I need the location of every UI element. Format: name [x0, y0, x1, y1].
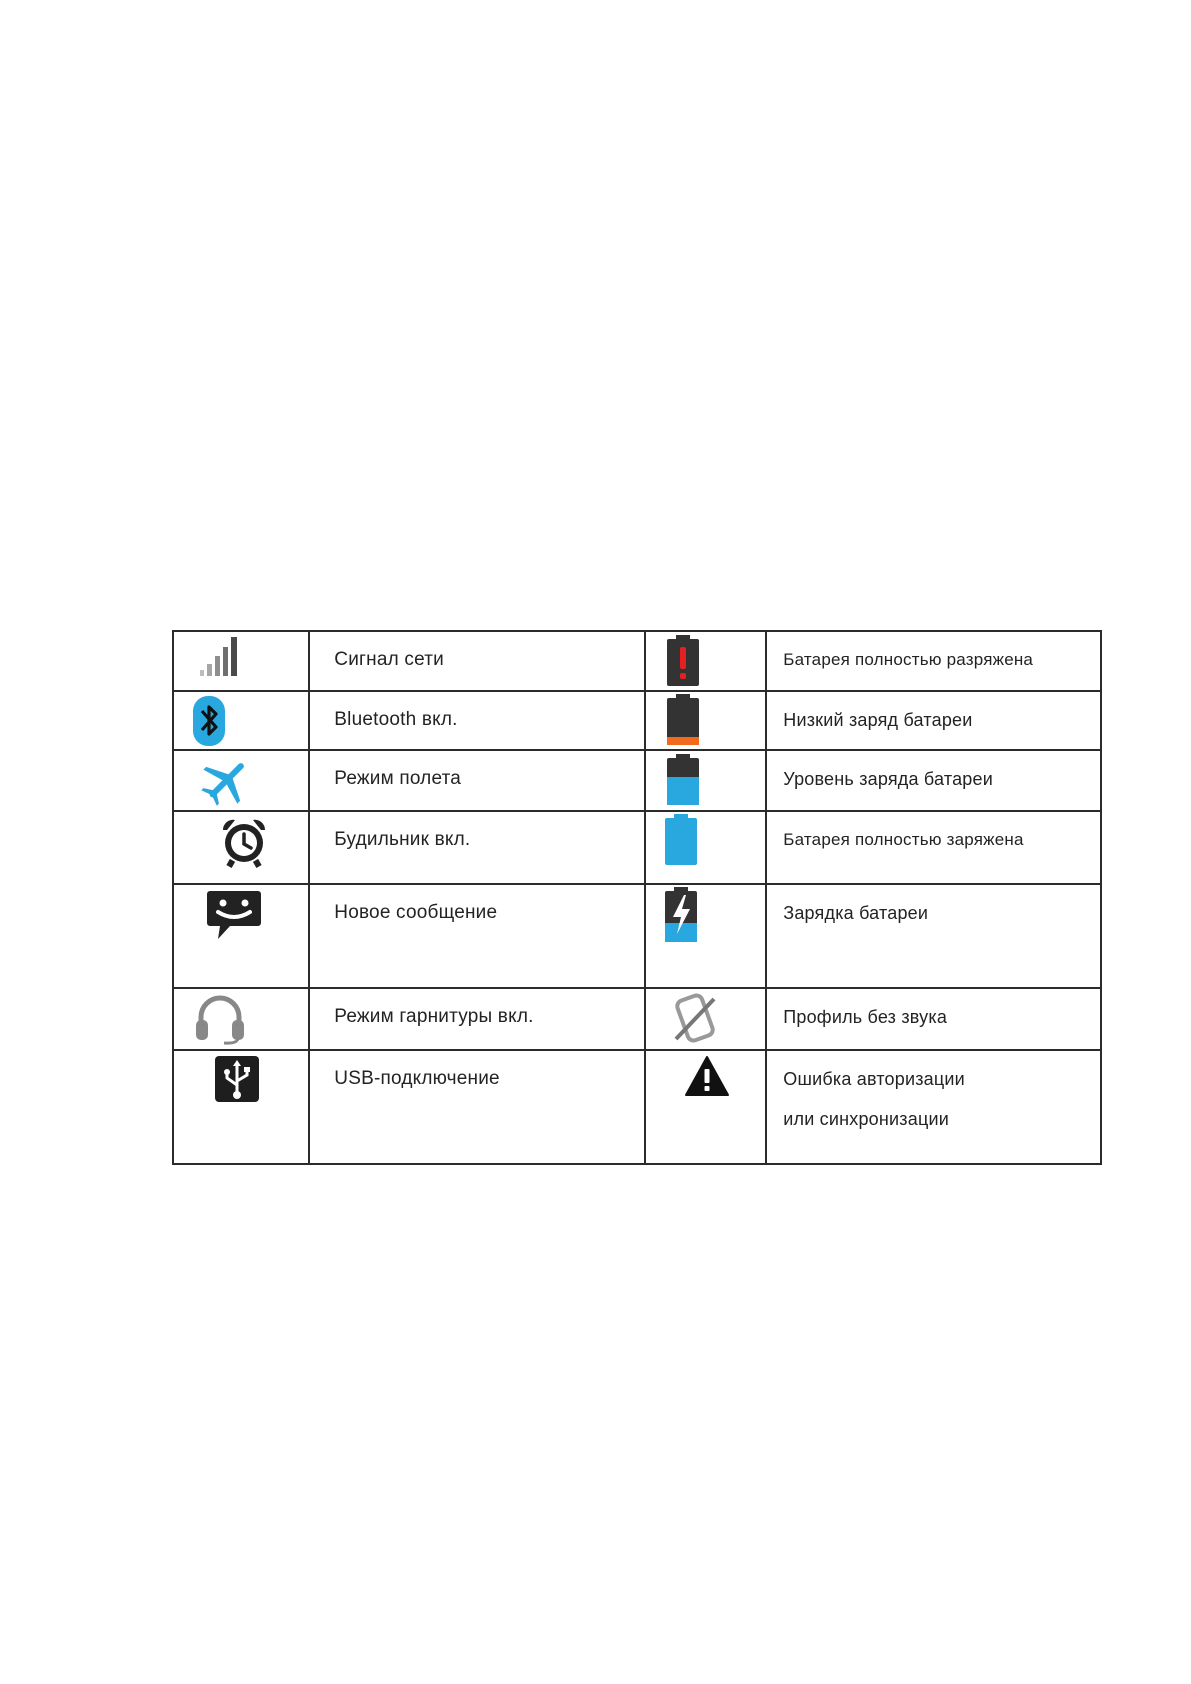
- warning-icon: [684, 1055, 730, 1097]
- usb-icon: [214, 1055, 260, 1103]
- icon-cell: [645, 750, 766, 812]
- silent-profile-label: Профиль без звука: [783, 1006, 948, 1027]
- icon-cell: [173, 811, 309, 883]
- headset-label: Режим гарнитуры вкл.: [334, 1005, 534, 1027]
- label-cell: [766, 884, 1101, 988]
- table-row: [173, 1050, 1101, 1165]
- label-cell: [309, 691, 645, 750]
- icon-cell: [645, 884, 766, 988]
- battery-low-icon: [664, 694, 702, 746]
- icon-cell: [173, 631, 309, 691]
- battery-full-icon: [662, 814, 700, 866]
- message-label: Новое сообщение: [334, 901, 498, 923]
- airplane-label: Режим полета: [334, 767, 462, 789]
- label-cell: [766, 750, 1101, 812]
- message-icon: [206, 889, 262, 941]
- battery-charging-label: Зарядка батареи: [783, 902, 929, 923]
- label-cell: [309, 631, 645, 691]
- icon-cell: [173, 1050, 309, 1165]
- icon-cell: [173, 884, 309, 988]
- table-row: [173, 884, 1101, 988]
- icon-cell: [173, 988, 309, 1050]
- warning-label-line1: Ошибка авторизации: [783, 1068, 965, 1089]
- battery-level-icon: [664, 754, 702, 806]
- headset-icon: [194, 993, 246, 1045]
- label-cell: [309, 988, 645, 1050]
- icon-cell: [173, 691, 309, 750]
- airplane-icon: [200, 755, 252, 807]
- battery-charging-icon: [662, 887, 700, 943]
- bluetooth-label: Bluetooth вкл.: [334, 708, 458, 730]
- signal-label: Сигнал сети: [334, 649, 444, 670]
- icon-cell: [645, 631, 766, 691]
- label-cell: [766, 811, 1101, 883]
- battery-low-label: Низкий заряд батареи: [783, 709, 973, 730]
- warning-label: [767, 1051, 1100, 1139]
- table-row: [173, 631, 1101, 691]
- icon-cell: [645, 1050, 766, 1165]
- table-row: [173, 811, 1101, 883]
- battery-level-label: Уровень заряда батареи: [783, 768, 993, 789]
- label-cell: [309, 811, 645, 883]
- signal-icon: [198, 635, 244, 677]
- label-cell: [309, 1050, 645, 1165]
- table-row: [173, 988, 1101, 1050]
- warning-label-line2: или синхронизации: [783, 1108, 949, 1129]
- battery-empty-label: Батарея полностью разряжена: [783, 650, 1034, 669]
- label-cell: [766, 988, 1101, 1050]
- table-row: [173, 750, 1101, 812]
- label-cell: [766, 1050, 1101, 1165]
- icon-cell: [645, 811, 766, 883]
- label-cell: [766, 631, 1101, 691]
- silent-profile-icon: [672, 993, 720, 1045]
- icon-cell: [173, 750, 309, 812]
- status-icons-table: [172, 630, 1102, 1165]
- icon-cell: [645, 988, 766, 1050]
- label-cell: [309, 750, 645, 812]
- battery-full-label: Батарея полностью заряжена: [783, 830, 1024, 850]
- label-cell: [309, 884, 645, 988]
- battery-empty-icon: [664, 635, 702, 687]
- alarm-clock-icon: [219, 816, 269, 868]
- table-row: [173, 691, 1101, 750]
- usb-label: USB-подключение: [334, 1067, 500, 1089]
- alarm-label: Будильник вкл.: [334, 829, 471, 851]
- bluetooth-icon: [192, 695, 226, 747]
- icon-cell: [645, 691, 766, 750]
- label-cell: [766, 691, 1101, 750]
